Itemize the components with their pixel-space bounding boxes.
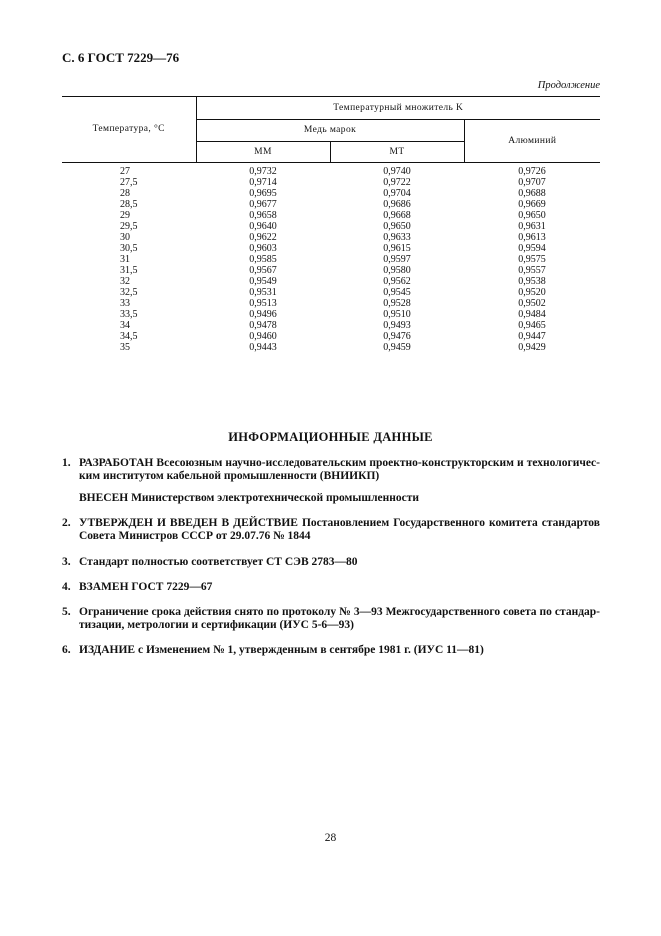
cell-temperature: 32 xyxy=(120,276,130,287)
info-item-1 xyxy=(62,457,600,483)
cell-temperature: 28,5 xyxy=(120,199,138,210)
item-text: Стандарт полностью соответствует СТ СЭВ 2783—80 xyxy=(79,556,358,568)
info-item-6 xyxy=(62,644,600,657)
table-row xyxy=(62,287,600,298)
item-text-cont: ким институтом кабельной промышленности (ВНИИКП) xyxy=(79,470,380,482)
cell-mm: 0,9549 xyxy=(249,276,277,287)
table-row xyxy=(62,188,600,199)
cell-temperature: 34,5 xyxy=(120,331,138,342)
cell-mm: 0,9622 xyxy=(249,232,277,243)
cell-aluminum: 0,9631 xyxy=(518,221,546,232)
cell-aluminum: 0,9575 xyxy=(518,254,546,265)
cell-aluminum: 0,9557 xyxy=(518,265,546,276)
cell-mm: 0,9443 xyxy=(249,342,277,353)
continuation-label: Продолжение xyxy=(537,80,600,91)
item-number: 5. xyxy=(62,606,71,618)
table-row xyxy=(62,210,600,221)
cell-mt: 0,9476 xyxy=(383,331,411,342)
header-aluminum: Алюминий xyxy=(464,120,600,163)
cell-mt: 0,9633 xyxy=(383,232,411,243)
cell-temperature: 33,5 xyxy=(120,309,138,320)
cell-mm: 0,9640 xyxy=(249,221,277,232)
cell-temperature: 34 xyxy=(120,320,130,331)
info-item-2 xyxy=(62,517,600,543)
item-number: 3. xyxy=(62,556,71,568)
item-number: 2. xyxy=(62,517,71,529)
table-row xyxy=(62,265,600,276)
table-row xyxy=(62,320,600,331)
cell-temperature: 35 xyxy=(120,342,130,353)
cell-aluminum: 0,9429 xyxy=(518,342,546,353)
cell-temperature: 32,5 xyxy=(120,287,138,298)
cell-mm: 0,9714 xyxy=(249,177,277,188)
cell-aluminum: 0,9447 xyxy=(518,331,546,342)
cell-temperature: 29,5 xyxy=(120,221,138,232)
cell-aluminum: 0,9650 xyxy=(518,210,546,221)
item-text: РАЗРАБОТАН Всесоюзным научно-исследовательским проектно-конструкторским и технологичес- xyxy=(79,457,600,469)
cell-aluminum: 0,9726 xyxy=(518,166,546,177)
table-row xyxy=(62,331,600,342)
temperature-multiplier-table xyxy=(62,96,600,353)
item-text-cont: тизации, метрологии и сертификации (ИУС 5-6—93) xyxy=(79,619,355,631)
table-row xyxy=(62,254,600,265)
cell-aluminum: 0,9669 xyxy=(518,199,546,210)
cell-temperature: 29 xyxy=(120,210,130,221)
info-title: ИНФОРМАЦИОННЫЕ ДАННЫЕ xyxy=(228,430,433,444)
cell-aluminum: 0,9484 xyxy=(518,309,546,320)
page-header: С. 6 ГОСТ 7229—76 xyxy=(62,50,180,65)
item-text: Ограничение срока действия снято по протоколу № 3—93 Межгосударственного совета по стандар- xyxy=(79,606,600,618)
table-row xyxy=(62,298,600,309)
cell-aluminum: 0,9707 xyxy=(518,177,546,188)
cell-mm: 0,9603 xyxy=(249,243,277,254)
cell-mt: 0,9650 xyxy=(383,221,411,232)
cell-mt: 0,9722 xyxy=(383,177,411,188)
header-mm: ММ xyxy=(196,142,330,163)
cell-mt: 0,9545 xyxy=(383,287,411,298)
info-item-5 xyxy=(62,606,600,632)
item-text: УТВЕРЖДЕН И ВВЕДЕН В ДЕЙСТВИЕ Постановлением Государственного комитета стандартов xyxy=(79,517,600,529)
info-item-1-sub: ВНЕСЕН Министерством электротехнической промышленности xyxy=(79,492,420,504)
header-multiplier: Температурный множитель K xyxy=(196,97,600,120)
cell-mm: 0,9478 xyxy=(249,320,277,331)
item-number: 1. xyxy=(62,457,71,469)
cell-aluminum: 0,9594 xyxy=(518,243,546,254)
cell-mt: 0,9668 xyxy=(383,210,411,221)
cell-mm: 0,9658 xyxy=(249,210,277,221)
cell-temperature: 30 xyxy=(120,232,130,243)
info-item-3 xyxy=(62,556,600,569)
cell-mm: 0,9732 xyxy=(249,166,277,177)
cell-aluminum: 0,9465 xyxy=(518,320,546,331)
cell-mt: 0,9510 xyxy=(383,309,411,320)
cell-temperature: 27 xyxy=(120,166,130,177)
table-row xyxy=(62,221,600,232)
cell-mt: 0,9704 xyxy=(383,188,411,199)
item-number: 4. xyxy=(62,581,71,593)
cell-mt: 0,9615 xyxy=(383,243,411,254)
header-copper-group: Медь марок xyxy=(196,120,464,142)
cell-temperature: 33 xyxy=(120,298,130,309)
cell-mm: 0,9695 xyxy=(249,188,277,199)
cell-aluminum: 0,9538 xyxy=(518,276,546,287)
cell-aluminum: 0,9688 xyxy=(518,188,546,199)
table-row xyxy=(62,342,600,353)
cell-aluminum: 0,9613 xyxy=(518,232,546,243)
table-body xyxy=(62,163,600,354)
cell-temperature: 30,5 xyxy=(120,243,138,254)
cell-mm: 0,9677 xyxy=(249,199,277,210)
cell-mt: 0,9562 xyxy=(383,276,411,287)
cell-temperature: 27,5 xyxy=(120,177,138,188)
header-mt: МТ xyxy=(330,142,464,163)
cell-temperature: 31,5 xyxy=(120,265,138,276)
cell-mm: 0,9585 xyxy=(249,254,277,265)
cell-mm: 0,9567 xyxy=(249,265,277,276)
cell-mm: 0,9531 xyxy=(249,287,277,298)
item-text: ВЗАМЕН ГОСТ 7229—67 xyxy=(79,581,213,593)
cell-mm: 0,9496 xyxy=(249,309,277,320)
table-row xyxy=(62,232,600,243)
cell-aluminum: 0,9520 xyxy=(518,287,546,298)
table-row xyxy=(62,163,600,178)
table-row xyxy=(62,243,600,254)
cell-mt: 0,9580 xyxy=(383,265,411,276)
item-number: 6. xyxy=(62,644,71,656)
cell-mt: 0,9528 xyxy=(383,298,411,309)
cell-mm: 0,9513 xyxy=(249,298,277,309)
cell-mm: 0,9460 xyxy=(249,331,277,342)
cell-temperature: 31 xyxy=(120,254,130,265)
table-row xyxy=(62,276,600,287)
item-text-cont: Совета Министров СССР от 29.07.76 № 1844 xyxy=(79,530,311,542)
cell-mt: 0,9740 xyxy=(383,166,411,177)
item-text: ИЗДАНИЕ с Изменением № 1, утвержденным в сентябре 1981 г. (ИУС 11—81) xyxy=(79,644,484,656)
cell-aluminum: 0,9502 xyxy=(518,298,546,309)
cell-mt: 0,9686 xyxy=(383,199,411,210)
header-temperature: Температура, °С xyxy=(62,97,196,163)
table-row xyxy=(62,199,600,210)
info-item-4 xyxy=(62,581,600,594)
table-row xyxy=(62,309,600,320)
cell-mt: 0,9459 xyxy=(383,342,411,353)
cell-temperature: 28 xyxy=(120,188,130,199)
page-number: 28 xyxy=(324,832,337,844)
cell-mt: 0,9493 xyxy=(383,320,411,331)
table-row xyxy=(62,177,600,188)
cell-mt: 0,9597 xyxy=(383,254,411,265)
